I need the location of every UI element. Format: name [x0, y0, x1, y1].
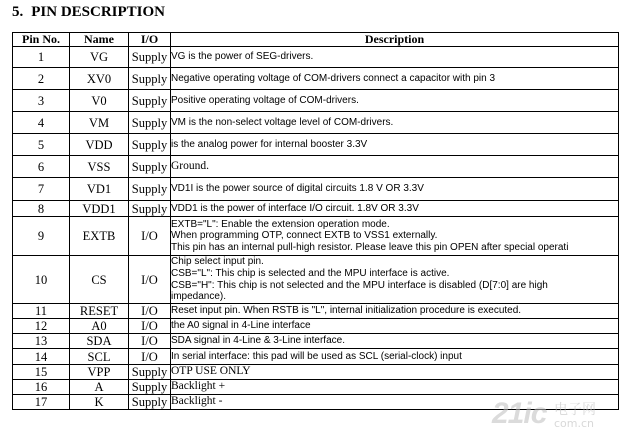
table-row	[13, 156, 619, 178]
pin-number-cell: 16	[13, 380, 70, 395]
table-row	[13, 217, 619, 256]
pin-description-cell	[171, 319, 619, 334]
pin-number-cell: 15	[13, 365, 70, 380]
pin-io-cell: I/O	[129, 349, 171, 365]
pin-name-cell: VG	[70, 47, 129, 68]
pin-io-cell: I/O	[129, 256, 171, 304]
pin-io-cell: I/O	[129, 319, 171, 334]
pin-number-cell: 10	[13, 256, 70, 304]
description-line: Chip select input pin.	[171, 256, 264, 268]
pin-number-cell: 8	[13, 201, 70, 217]
pin-name-cell: CS	[70, 256, 129, 304]
pin-name-cell: VDD1	[70, 201, 129, 217]
pin-description-cell	[171, 395, 619, 410]
pin-io-cell: I/O	[129, 217, 171, 256]
table-row	[13, 365, 619, 380]
pin-name-cell: A	[70, 380, 129, 395]
watermark-sub: com.cn	[554, 417, 595, 430]
pin-name-cell: VSS	[70, 156, 129, 178]
pin-description-cell	[171, 178, 619, 201]
pin-name-cell: A0	[70, 319, 129, 334]
description-line: the A0 signal in 4-Line interface	[171, 320, 311, 332]
pin-description-cell	[171, 217, 619, 256]
description-line: VDD1 is the power of interface I/O circuit. 1.8V OR 3.3V	[171, 202, 419, 214]
description-line: SDA signal in 4-Line & 3-Line interface.	[171, 335, 345, 347]
watermark-cn: 电子网	[554, 402, 596, 418]
pin-description-cell	[171, 380, 619, 395]
pin-io-cell: Supply	[129, 68, 171, 90]
section-number: 5.	[12, 4, 24, 20]
pin-io-cell: Supply	[129, 112, 171, 134]
header-row	[13, 33, 619, 47]
pin-number-cell: 6	[13, 156, 70, 178]
pin-name-cell: VD1	[70, 178, 129, 201]
pin-name-cell: EXTB	[70, 217, 129, 256]
pin-io-cell: Supply	[129, 134, 171, 156]
table-row	[13, 319, 619, 334]
description-line: When programming OTP, connect EXTB to VSS1 externally.	[171, 230, 438, 242]
pin-name-cell: SDA	[70, 334, 129, 349]
section-title: PIN DESCRIPTION	[31, 4, 166, 20]
pin-table	[12, 32, 619, 410]
table-row	[13, 334, 619, 349]
table-row	[13, 395, 619, 410]
table-row	[13, 256, 619, 304]
pin-name-cell: VM	[70, 112, 129, 134]
table-row	[13, 304, 619, 319]
description-line: CSB="L": This chip is selected and the MPU interface is active.	[171, 267, 450, 279]
pin-name-cell: VDD	[70, 134, 129, 156]
pin-io-cell: I/O	[129, 334, 171, 349]
pin-description-cell	[171, 201, 619, 217]
pin-name-cell: VPP	[70, 365, 129, 380]
pin-description-cell	[171, 256, 619, 304]
pin-io-cell: Supply	[129, 395, 171, 410]
pin-name-cell: SCL	[70, 349, 129, 365]
pin-io-cell: I/O	[129, 304, 171, 319]
pin-number-cell: 1	[13, 47, 70, 68]
pin-io-cell: Supply	[129, 90, 171, 112]
watermark-text: 21ic	[492, 397, 547, 430]
header-description: Description	[171, 33, 619, 47]
description-line: impedance).	[171, 291, 227, 303]
description-line: VM is the non-select voltage level of COM-drivers.	[171, 116, 394, 128]
table-row	[13, 112, 619, 134]
pin-number-cell: 14	[13, 349, 70, 365]
description-line: VD1I is the power source of digital circuits 1.8 V OR 3.3V	[171, 183, 424, 195]
header-pin-no: Pin No.	[13, 33, 70, 47]
pin-description-cell	[171, 349, 619, 365]
pin-io-cell: Supply	[129, 156, 171, 178]
pin-number-cell: 13	[13, 334, 70, 349]
pin-number-cell: 9	[13, 217, 70, 256]
table-row	[13, 380, 619, 395]
pin-io-cell: Supply	[129, 47, 171, 68]
pin-number-cell: 17	[13, 395, 70, 410]
pin-number-cell: 7	[13, 178, 70, 201]
description-line: Negative operating voltage of COM-drivers connect a capacitor with pin 3	[171, 72, 496, 84]
pin-number-cell: 12	[13, 319, 70, 334]
description-line: Backlight +	[171, 380, 226, 393]
page-title	[12, 4, 165, 21]
description-line: VG is the power of SEG-drivers.	[171, 51, 314, 63]
pin-number-cell: 11	[13, 304, 70, 319]
pin-name-cell: XV0	[70, 68, 129, 90]
pin-number-cell: 2	[13, 68, 70, 90]
pin-number-cell: 4	[13, 112, 70, 134]
description-line: Backlight -	[171, 395, 223, 408]
description-line: In serial interface: this pad will be used as SCL (serial-clock) input	[171, 350, 462, 362]
pin-description-cell	[171, 156, 619, 178]
pin-description-cell	[171, 68, 619, 90]
header-io: I/O	[129, 33, 171, 47]
description-line: Positive operating voltage of COM-drivers.	[171, 94, 359, 106]
description-line: OTP USE ONLY	[171, 365, 251, 378]
description-line: CSB="H": This chip is not selected and the MPU interface is disabled (D[7:0] are high	[171, 279, 548, 291]
pin-description-cell	[171, 112, 619, 134]
table-row	[13, 68, 619, 90]
pin-description-cell	[171, 47, 619, 68]
pin-io-cell: Supply	[129, 365, 171, 380]
pin-name-cell: V0	[70, 90, 129, 112]
pin-description-cell	[171, 365, 619, 380]
table-row	[13, 47, 619, 68]
header-name: Name	[70, 33, 129, 47]
pin-io-cell: Supply	[129, 201, 171, 217]
pin-io-cell: Supply	[129, 178, 171, 201]
pin-io-cell: Supply	[129, 380, 171, 395]
pin-number-cell: 5	[13, 134, 70, 156]
pin-name-cell: K	[70, 395, 129, 410]
pin-name-cell: RESET	[70, 304, 129, 319]
pin-description-cell	[171, 134, 619, 156]
description-line: Reset input pin. When RSTB is "L", internal initialization procedure is executed.	[171, 305, 522, 317]
table-row	[13, 134, 619, 156]
pin-description-cell	[171, 304, 619, 319]
table-row	[13, 90, 619, 112]
description-line: is the analog power for internal booster 3.3V	[171, 138, 368, 150]
table-row	[13, 178, 619, 201]
table-row	[13, 201, 619, 217]
description-line: EXTB="L": Enable the extension operation mode.	[171, 218, 390, 230]
pin-description-cell	[171, 334, 619, 349]
pin-description-cell	[171, 90, 619, 112]
description-line: Ground.	[171, 159, 210, 172]
pin-number-cell: 3	[13, 90, 70, 112]
description-line: This pin has an internal pull-high resistor. Please leave this pin OPEN after special operati	[171, 241, 569, 253]
table-row	[13, 349, 619, 365]
